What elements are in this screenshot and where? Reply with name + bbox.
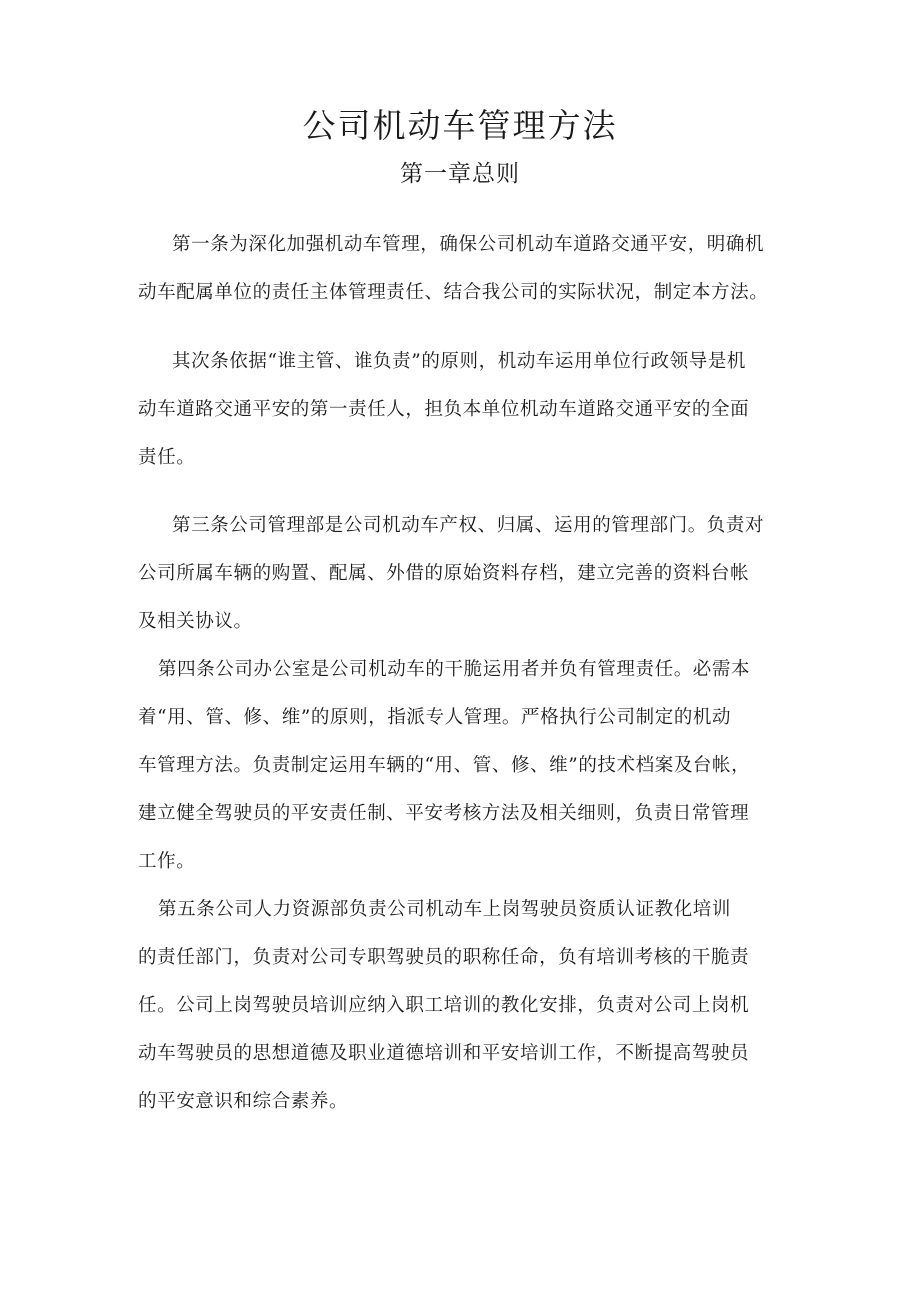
article-line: 建立健全驾驶员的平安责任制、平安考核方法及相关细则，负责日常管理 xyxy=(138,803,750,824)
article-line: 第五条公司人力资源部负责公司机动车上岗驾驶员资质认证教化培训 xyxy=(158,899,732,920)
article-3 xyxy=(138,502,788,646)
article-line: 车管理方法。负责制定运用车辆的“用、管、修、维”的技术档案及台帐， xyxy=(138,755,751,776)
article-line: 动车道路交通平安的第一责任人，担负本单位机动车道路交通平安的全面 xyxy=(138,399,750,420)
article-1 xyxy=(138,221,788,317)
chapter-heading: 第一章总则 xyxy=(400,161,520,187)
article-5 xyxy=(138,886,788,1126)
article-line: 着“用、管、修、维”的原则，指派专人管理。严格执行公司制定的机动 xyxy=(138,707,732,728)
article-line: 任。公司上岗驾驶员培训应纳入职工培训的教化安排，负责对公司上岗机 xyxy=(138,995,750,1016)
article-line: 责任。 xyxy=(138,447,196,468)
article-line: 动车配属单位的责任主体管理责任、结合我公司的实际状况，制定本方法。 xyxy=(138,282,769,303)
article-line: 及相关协议。 xyxy=(138,611,253,632)
document-title: 公司机动车管理方法 xyxy=(302,106,618,145)
article-2 xyxy=(138,338,788,482)
article-line: 公司所属车辆的购置、配属、外借的原始资料存档，建立完善的资料台帐 xyxy=(138,563,750,584)
article-line: 的责任部门，负责对公司专职驾驶员的职称任命，负有培训考核的干脆责 xyxy=(138,947,750,968)
article-line: 工作。 xyxy=(138,851,196,872)
article-4 xyxy=(138,646,788,886)
article-line: 第四条公司办公室是公司机动车的干脆运用者并负有管理责任。必需本 xyxy=(158,659,751,680)
article-line: 第三条公司管理部是公司机动车产权、归属、运用的管理部门。负责对 xyxy=(172,515,765,536)
article-line: 的平安意识和综合素养。 xyxy=(138,1091,349,1112)
article-line: 动车驾驶员的思想道德及职业道德培训和平安培训工作，不断提高驾驶员 xyxy=(138,1043,750,1064)
article-line: 第一条为深化加强机动车管理，确保公司机动车道路交通平安，明确机 xyxy=(172,234,765,255)
article-line: 其次条依据“谁主管、谁负责”的原则，机动车运用单位行政领导是机 xyxy=(172,351,747,372)
